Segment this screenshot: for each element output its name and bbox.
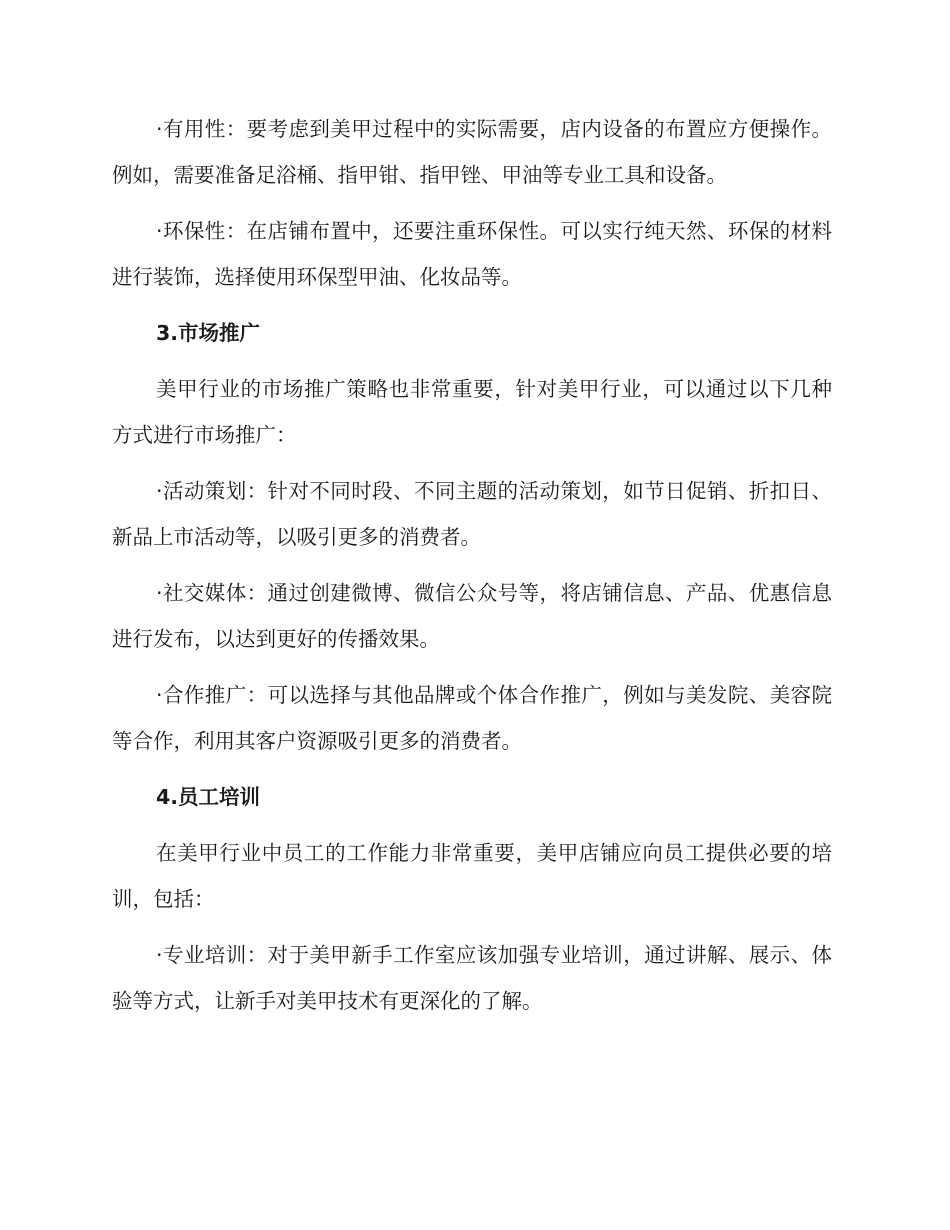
paragraph-marketing-intro: 美甲行业的市场推广策略也非常重要，针对美甲行业，可以通过以下几种方式进行市场推广： bbox=[112, 377, 832, 447]
paragraph-professional-training: ·专业培训：对于美甲新手工作室应该加强专业培训，通过讲解、展示、体验等方式，让新手对美甲技术有更深化的了解。 bbox=[112, 943, 832, 1013]
paragraph-training-intro: 在美甲行业中员工的工作能力非常重要，美甲店铺应向员工提供必要的培训，包括： bbox=[112, 841, 832, 911]
paragraph-usefulness: ·有用性：要考虑到美甲过程中的实际需要，店内设备的布置应方便操作。例如，需要准备足浴桶、指甲钳、指甲锉、甲油等专业工具和设备。 bbox=[112, 117, 832, 187]
paragraph-social-media: ·社交媒体：通过创建微博、微信公众号等，将店铺信息、产品、优惠信息进行发布，以达到更好的传播效果。 bbox=[112, 581, 832, 651]
document-page bbox=[112, 106, 832, 1034]
section-heading-training: 4.员工培训 bbox=[156, 785, 261, 809]
paragraph-eco-friendliness: ·环保性：在店铺布置中，还要注重环保性。可以实行纯天然、环保的材料进行装饰，选择使用环保型甲油、化妆品等。 bbox=[112, 219, 832, 289]
paragraph-event-planning: ·活动策划：针对不同时段、不同主题的活动策划，如节日促销、折扣日、新品上市活动等，以吸引更多的消费者。 bbox=[112, 479, 832, 549]
paragraph-partnership: ·合作推广：可以选择与其他品牌或个体合作推广，例如与美发院、美容院等合作，利用其客户资源吸引更多的消费者。 bbox=[112, 683, 832, 753]
section-heading-marketing: 3.市场推广 bbox=[156, 321, 261, 345]
